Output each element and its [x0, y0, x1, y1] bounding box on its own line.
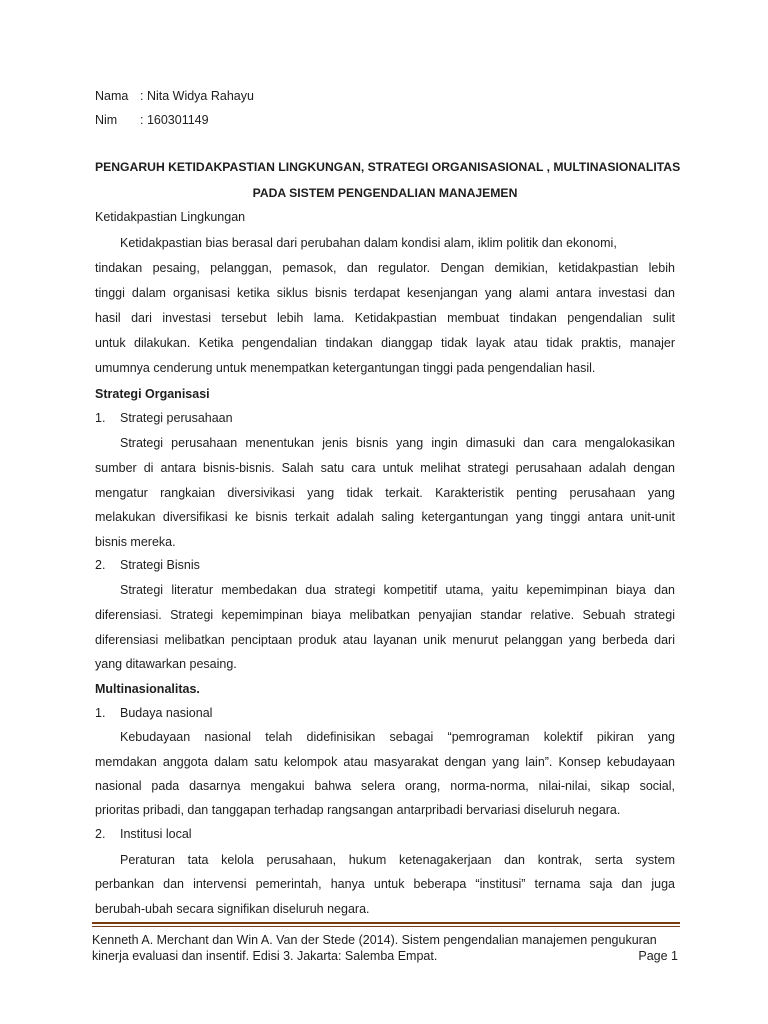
- paragraph-line: Ketidakpastian bias berasal dari perubahan dalam kondisi alam, iklim politik dan ekonomi,: [120, 236, 617, 250]
- paragraph-line: tindakan pesaing, pelanggan, pemasok, dan regulator. Dengan demikian, ketidakpastian lebih: [95, 261, 675, 275]
- list-number: 2.: [95, 827, 106, 841]
- list-item-budaya-nasional: [95, 705, 212, 721]
- paragraph-line: untuk dilakukan. Ketika pengendalian tindakan dianggap tidak layak atau tidak praktis, manajer: [95, 336, 675, 350]
- paragraph-line: Peraturan tata kelola perusahaan, hukum ketenagakerjaan dan kontrak, serta system: [120, 853, 675, 867]
- name-value: : Nita Widya Rahayu: [140, 89, 254, 103]
- list-item-title: Institusi local: [120, 827, 192, 841]
- section-heading-strategi: Strategi Organisasi: [95, 387, 210, 401]
- paragraph-line: Kebudayaan nasional telah didefinisikan sebagai “pemrograman kolektif pikiran yang: [120, 730, 675, 744]
- paragraph-line: memdakan anggota dalam satu kelompok atau masyarakat dengan yang lain”. Konsep kebudayaan: [95, 755, 675, 769]
- paragraph-line: bisnis mereka.: [95, 535, 176, 549]
- nim-value: : 160301149: [140, 113, 209, 127]
- paragraph-line: hasil dari investasi tersebut lebih lama. Ketidakpastian membuat tindakan pengendalian sulit: [95, 311, 675, 325]
- paragraph-line: umumnya cenderung untuk menempatkan ketergantungan tinggi pada pengendalian hasil.: [95, 361, 596, 375]
- paragraph-line: prioritas pribadi, dan tanggapan terhadap rangsangan antarpribadi bervariasi diseluruh negara.: [95, 803, 621, 817]
- paragraph-line: Strategi perusahaan menentukan jenis bisnis yang ingin dimasuki dan cara mengalokasikan: [120, 436, 675, 450]
- paragraph-line: diferensiasi melibatkan penciptaan produk atau layanan unik menurut pelanggan yang berbeda dari: [95, 633, 675, 647]
- list-number: 1.: [95, 706, 106, 720]
- paragraph-line: yang ditawarkan pesaing.: [95, 657, 237, 671]
- document-title-line2: PADA SISTEM PENGENDALIAN MANAJEMEN: [252, 186, 518, 200]
- name-label: Nama: [95, 89, 129, 103]
- footer-rule-thin: [92, 926, 680, 927]
- list-item-institusi-local: [95, 826, 192, 842]
- paragraph-line: melakukan diversifikasi ke bisnis terkait adalah saling ketergantungan yang tinggi antara unit-unit: [95, 510, 675, 524]
- paragraph-line: nasional pada dasarnya mengakui bahwa selera orang, norma-norma, nilai-nilai, sikap social,: [95, 779, 675, 793]
- section-heading-multinasionalitas: Multinasionalitas.: [95, 682, 200, 696]
- paragraph-line: tinggi dalam organisasi ketika siklus bisnis terdapat kesenjangan yang alami antara investasi dan: [95, 286, 675, 300]
- document-title-line1: PENGARUH KETIDAKPASTIAN LINGKUNGAN, STRATEGI ORGANISASIONAL , MULTINASIONALITAS: [95, 160, 681, 174]
- student-name-row: [95, 88, 254, 104]
- page-number: Page 1: [638, 949, 678, 963]
- paragraph-line: diferensiasi. Strategi kepemimpinan biaya melibatkan penyajian standar relative. Sebuah strategi: [95, 608, 675, 622]
- list-number: 2.: [95, 558, 106, 572]
- paragraph-line: mengatur rangkaian diversivikasi yang tidak terkait. Karakteristik penting perusahaan yang: [95, 486, 675, 500]
- nim-label: Nim: [95, 113, 118, 127]
- list-item-title: Strategi Bisnis: [120, 558, 200, 572]
- section-heading-ketidakpastian: Ketidakpastian Lingkungan: [95, 210, 246, 224]
- footer-citation-line1: Kenneth A. Merchant dan Win A. Van der Stede (2014). Sistem pengendalian manajemen pengukuran: [92, 933, 657, 947]
- list-item-strategi-perusahaan: [95, 410, 233, 426]
- list-item-strategi-bisnis: [95, 557, 200, 573]
- footer-citation-line2: kinerja evaluasi dan insentif. Edisi 3. Jakarta: Salemba Empat.: [92, 949, 438, 963]
- paragraph-line: sumber di antara bisnis-bisnis. Salah satu cara untuk melihat strategi perusahaan adalah dengan: [95, 461, 675, 475]
- list-item-title: Budaya nasional: [120, 706, 213, 720]
- list-item-title: Strategi perusahaan: [120, 411, 233, 425]
- footer-rule-thick: [92, 922, 680, 924]
- list-number: 1.: [95, 411, 106, 425]
- student-nim-row: [95, 112, 209, 128]
- paragraph-line: Strategi literatur membedakan dua strategi kompetitif utama, yaitu kepemimpinan biaya dan: [120, 583, 675, 597]
- paragraph-line: perbankan dan intervensi pemerintah, hanya untuk beberapa “institusi” ternama saja dan juga: [95, 877, 675, 891]
- paragraph-line: berubah-ubah secara signifikan diseluruh negara.: [95, 902, 370, 916]
